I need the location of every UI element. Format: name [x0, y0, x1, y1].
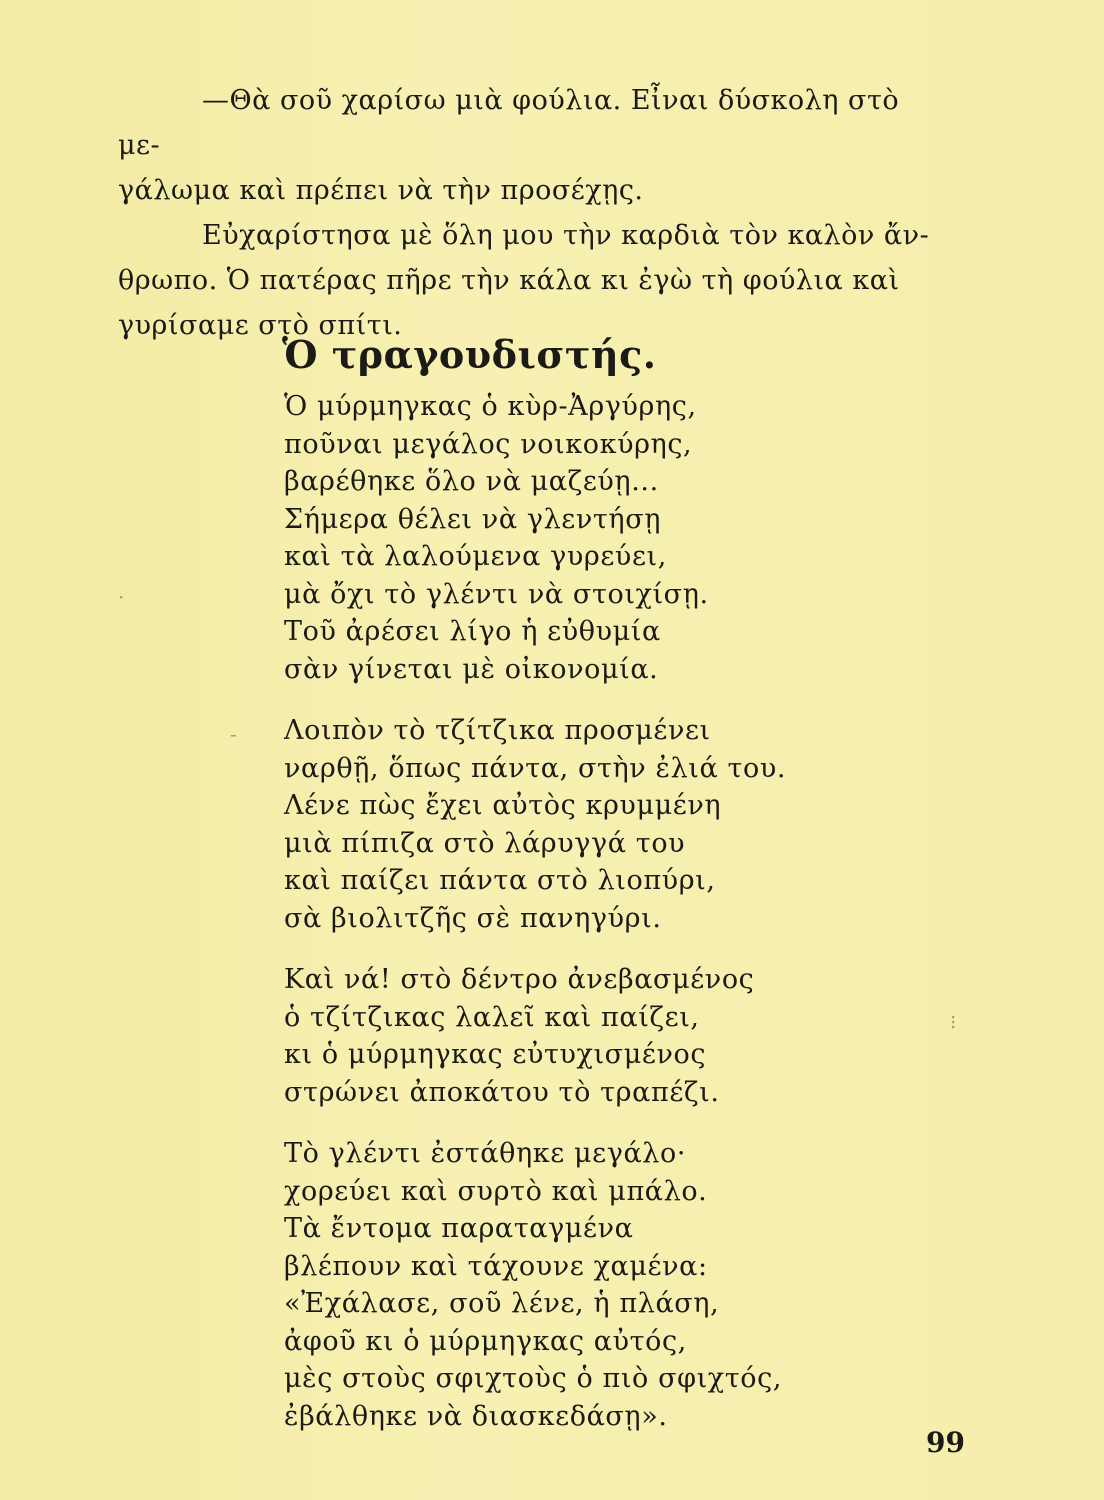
poem-line: Σήμερα θέλει νὰ γλεντήσῃ	[284, 503, 662, 535]
poem-line: ἀφοῦ κι ὁ μύρμηγκας αὐτός,	[284, 1325, 687, 1357]
poem-line: Καὶ νά! στὸ δέντρο ἀνεβασμένος	[284, 964, 755, 995]
stanza	[284, 961, 844, 1111]
stanza	[284, 1135, 844, 1435]
stanza	[284, 388, 844, 688]
poem-line: βαρέθηκε ὅλο νὰ μαζεύῃ...	[284, 466, 659, 497]
poem-line: ποῦναι μεγάλος νοικοκύρης,	[284, 428, 693, 460]
print-speck: ⁝	[950, 1010, 957, 1034]
poem-line: στρώνει ἀποκάτου τὸ τραπέζι.	[284, 1076, 720, 1108]
poem-line: μιὰ πίπιζα στὸ λάρυγγά του	[284, 827, 686, 859]
poem-line: βλέπουν καὶ τάχουνε χαμένα:	[284, 1250, 708, 1282]
poem-line: Τὸ γλέντι ἐστάθηκε μεγάλο·	[284, 1138, 687, 1169]
poem-line: κι ὁ μύρμηγκας εὐτυχισμένος	[284, 1039, 707, 1070]
prose-line: γάλωμα καὶ πρέπει νὰ τὴν προσέχῃς.	[118, 175, 644, 206]
prose-paragraphs	[118, 78, 948, 348]
prose-line: —Θὰ σοῦ χαρίσω μιὰ φούλια. Εἶναι δύσκολη στὸ με-	[118, 85, 900, 161]
poem-line: καὶ παίζει πάντα στὸ λιοπύρι,	[284, 865, 716, 896]
stanza	[284, 712, 844, 937]
poem-line: μὲς στοὺς σφιχτοὺς ὁ πιὸ σφιχτός,	[284, 1363, 783, 1394]
poem-line: Τοῦ ἀρέσει λίγο ἡ εὐθυμία	[284, 616, 661, 647]
page-number: 99	[926, 1426, 965, 1459]
poem-body	[284, 388, 844, 1459]
poem-line: Ὁ μύρμηγκας ὁ κὺρ-Ἀργύρης,	[284, 391, 697, 422]
poem-line: Τὰ ἔντομα παραταγμένα	[284, 1213, 634, 1244]
poem-line: σὰν γίνεται μὲ οἰκονομία.	[284, 653, 659, 685]
poem-line: μὰ ὄχι τὸ γλέντι νὰ στοιχίσῃ.	[284, 578, 709, 610]
poem-line: ὁ τζίτζικας λαλεῖ καὶ παίζει,	[284, 1001, 700, 1033]
prose-line: γυρίσαμε στὸ σπίτι.	[118, 310, 403, 341]
poem-line: Λοιπὸν τὸ τζίτζικα προσμένει	[284, 715, 711, 746]
poem-line: ἐβάλθηκε νὰ διασκεδάσῃ».	[284, 1400, 668, 1432]
prose-line: Εὐχαρίστησα μὲ ὅλη μου τὴν καρδιὰ τὸν καλὸν ἄν-	[202, 220, 930, 251]
poem-line: Λένε πὼς ἔχει αὐτὸς κρυμμένη	[284, 790, 722, 821]
poem-line: χορεύει καὶ συρτὸ καὶ μπάλο.	[284, 1175, 708, 1207]
print-speck: -	[230, 722, 237, 746]
prose-line: θρωπο. Ὁ πατέρας πῆρε τὴν κάλα κι ἐγὼ τὴ φούλια καὶ	[118, 265, 900, 296]
poem-title: Ὁ τραγουδιστής.	[282, 332, 657, 377]
poem-line: σὰ βιολιτζῆς σὲ πανηγύρι.	[284, 902, 662, 934]
poem-line: «Ἐχάλασε, σοῦ λένε, ἡ πλάση,	[284, 1288, 720, 1319]
poem-line: καὶ τὰ λαλούμενα γυρεύει,	[284, 541, 667, 572]
poem-line: ναρθῇ, ὅπως πάντα, στὴν ἐλιά του.	[284, 752, 787, 784]
print-speck: ·	[118, 585, 125, 609]
